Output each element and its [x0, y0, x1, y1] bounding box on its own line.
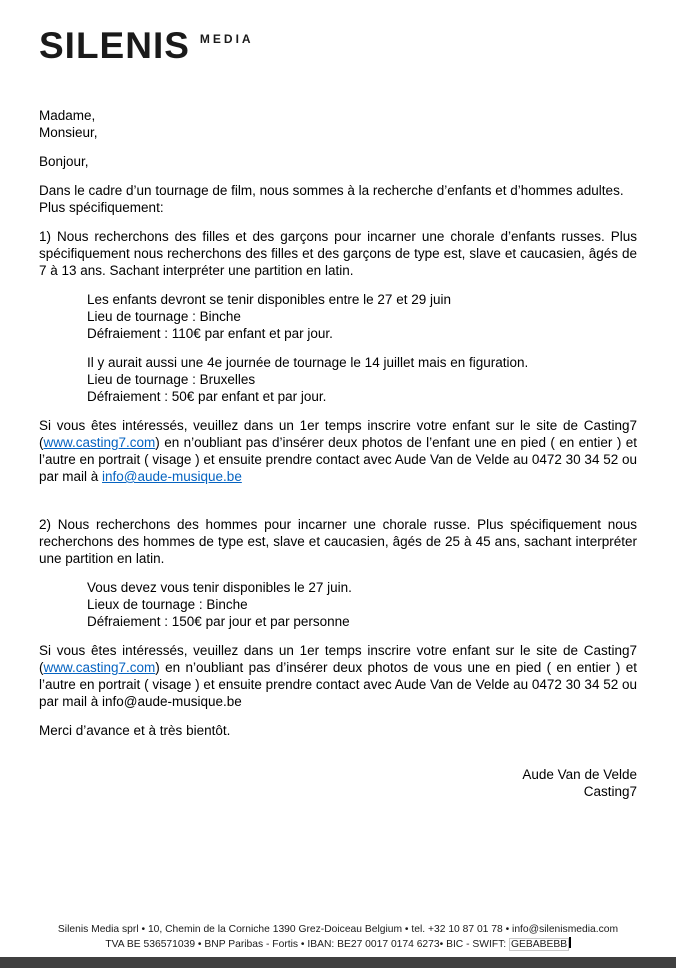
footer-line-2-text: TVA BE 536571039 • BNP Paribas - Fortis • IBAN: BE27 0017 0174 6273• BIC - SWIFT:	[105, 939, 510, 950]
section1-details-1	[39, 291, 637, 342]
salutation-madame: Madame,	[39, 108, 96, 123]
email-link[interactable]: info@aude-musique.be	[102, 469, 242, 484]
intro-line-2: Plus spécifiquement:	[39, 200, 164, 215]
logo-title: SILENIS	[39, 25, 190, 66]
intro-line-1: Dans le cadre d’un tournage de film, nous sommes à la recherche d’enfants et d’hommes adultes.	[39, 183, 624, 198]
signature-name: Aude Van de Velde	[522, 767, 637, 782]
section1-paragraph-block	[39, 228, 637, 279]
letter-body	[39, 107, 637, 800]
salutation-block	[39, 107, 637, 141]
casting7-link[interactable]: www.casting7.com	[43, 435, 156, 450]
section2-details	[39, 579, 637, 630]
section1-paragraph: 1) Nous recherchons des filles et des garçons pour incarner une chorale d’enfants russes. Plus spécifiquement nous recherchons des filles et des garçons de type est, slave et caucasien, âgés de 7 à 13 ans. Sachant interpréter une partition en latin.	[39, 229, 637, 278]
section1-contact-paragraph	[39, 417, 637, 485]
detail-line-payment-2: Défraiement : 50€ par enfant et par jour.	[87, 389, 327, 404]
contact2-text-after: ) en n’oubliant pas d’insérer deux photos de vous une en pied ( en entier ) et l’autre en portrait ( visage ) et ensuite prendre contact avec Aude Van de Velde au 0472 30 34 52 ou par mail à info@aude-musique.be	[39, 660, 637, 709]
greeting-block	[39, 153, 637, 170]
text-cursor	[569, 937, 571, 948]
greeting: Bonjour,	[39, 154, 89, 169]
bottom-bar	[0, 957, 676, 968]
contact1-text-before: Si vous êtes intéressés, veuillez dans un 1er temps inscrire votre enfant sur le site de Casting7 (	[39, 418, 637, 450]
intro-block	[39, 182, 637, 216]
detail-line-location-2: Lieu de tournage : Bruxelles	[87, 372, 256, 387]
detail-line-location: Lieu de tournage : Binche	[87, 309, 241, 324]
signature-block	[39, 766, 637, 800]
company-logo	[39, 0, 637, 77]
detail-line-availability: Les enfants devront se tenir disponibles entre le 27 et 29 juin	[87, 292, 451, 307]
contact1-text-middle: ) en n’oubliant pas d’insérer deux photos de l’enfant une en pied ( en entier ) et l’autre en portrait ( visage ) et ensuite prendre contact avec Aude Van de Velde au 0472 30 34 52 ou par mail à	[39, 435, 637, 484]
detail-line-payment-3: Défraiement : 150€ par jour et par personne	[87, 614, 350, 629]
detail-line-availability-2: Vous devez vous tenir disponibles le 27 juin.	[87, 580, 352, 595]
detail-line-extra-day: Il y aurait aussi une 4e journée de tournage le 14 juillet mais en figuration.	[87, 355, 529, 370]
section2-paragraph: 2) Nous recherchons des hommes pour incarner une chorale russe. Plus spécifiquement nous recherchons des hommes de type est, slave et caucasien, âgés de 25 à 45 ans, sachant interpréter une partition en latin.	[39, 517, 637, 566]
letter-footer	[0, 922, 676, 952]
contact2-text-before: Si vous êtes intéressés, veuillez dans un 1er temps inscrire votre enfant sur le site de Casting7 (	[39, 643, 637, 675]
signature-company: Casting7	[583, 784, 637, 799]
closing-block	[39, 722, 637, 739]
detail-line-payment: Défraiement : 110€ par enfant et par jour.	[87, 326, 333, 341]
footer-line-2	[0, 937, 676, 952]
detail-line-location-3: Lieux de tournage : Binche	[87, 597, 248, 612]
section2-contact-paragraph	[39, 642, 637, 710]
closing-text: Merci d’avance et à très bientôt.	[39, 723, 231, 738]
footer-line-1: Silenis Media sprl • 10, Chemin de la Corniche 1390 Grez-Doiceau Belgium • tel. +32 10 87 01 78 • info@silenismedia.com	[57, 924, 619, 935]
swift-code: GEBABEBB	[511, 939, 568, 950]
casting7-link-2[interactable]: www.casting7.com	[43, 660, 156, 675]
section2-paragraph-block	[39, 516, 637, 567]
salutation-monsieur: Monsieur,	[39, 125, 98, 140]
logo-subtitle: MEDIA	[199, 32, 254, 46]
section1-details-2	[39, 354, 637, 405]
